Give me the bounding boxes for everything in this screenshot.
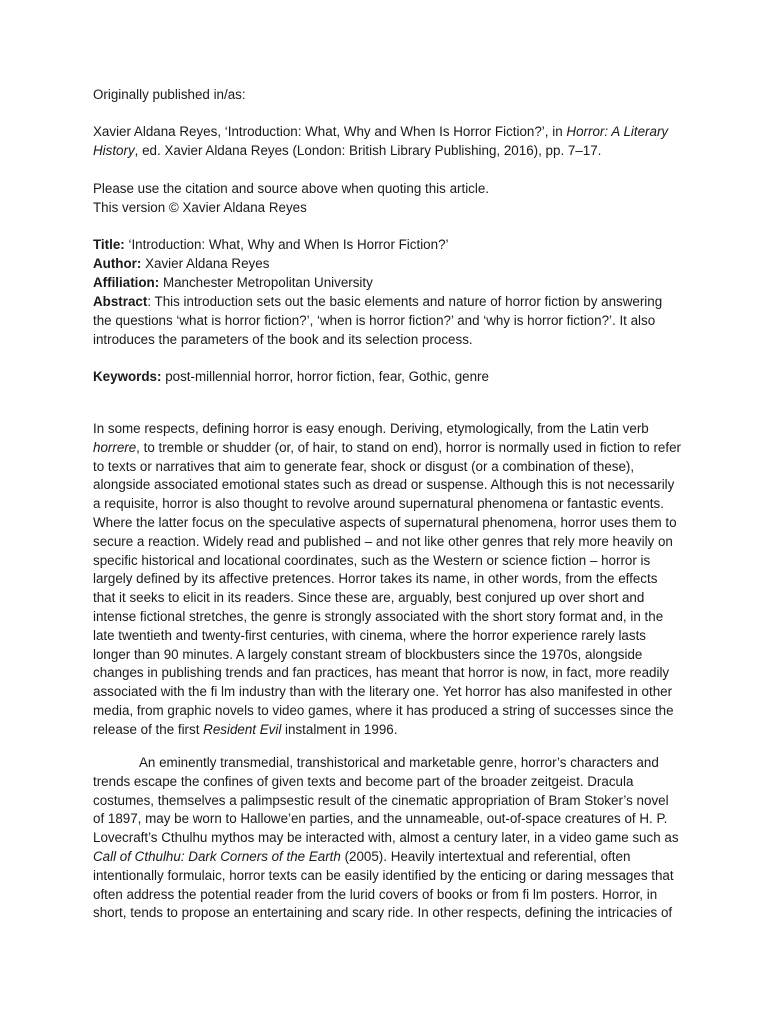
affiliation-label: Affiliation: (93, 275, 160, 290)
citation: Xavier Aldana Reyes, ‘Introduction: What, Why and When Is Horror Fiction?’, in Horror: A Literary History, ed. Xavier Aldana Reyes (London: British Library Publishing, 2016), pp. 7–17. (93, 124, 669, 158)
keywords-label: Keywords: (93, 369, 162, 384)
p2-text-b: (2005). Heavily intertextual and referential, often intentionally formulaic, horror texts can be easily identified by the enticing or daring messages that often address the potential reader from the lurid covers of books or from fi lm posters. Horror, in short, tends to propose an entertaining and scary ride. In other respects, defining the intricacies of (93, 848, 674, 921)
keywords-value: post-millennial horror, horror fiction, fear, Gothic, genre (165, 369, 489, 384)
p2-italic-call-of-cthulhu: Call of Cthulhu: Dark Corners of the Earth (93, 848, 341, 864)
meta-keywords (93, 368, 683, 387)
p1-text-b: , to tremble or shudder (or, of hair, to stand on end), horror is normally used in fiction to refer to texts or narratives that aim to generate fear, shock or disgust (or a combination of these), alongside associated emotional states such as dread or suspense. Although this is not necessarily a requisite, horror is also thought to revolve around supernatural phenomena or fantastic events. Where the latter focus on the speculative aspects of supernatural phenomena, horror uses them to secure a reaction. Widely read and published – and not like other genres that rely more heavily on specific historical and locational coordinates, such as the Western or science fiction – horror is largely defined by its affective pretences. Horror takes its name, in other words, from the effects that it seeks to elicit in its readers. Since these are, arguably, best conjured up over short and intense fictional stretches, the genre is strongly associated with the short story format and, in the late twentieth and twenty-first centuries, with cinema, where the horror experience rarely lasts longer than 90 minutes. A largely constant stream of blockbusters since the 1970s, alongside changes in publishing trends and fan practices, has meant that horror is now, in fact, more readily associated with the fi lm industry than with the literary one. Yet horror has also manifested in other media, from graphic novels to video games, where it has produced a string of successes since the release of the first (93, 439, 681, 737)
author-value: Xavier Aldana Reyes (145, 256, 270, 271)
p1-italic-resident-evil: Resident Evil (203, 721, 282, 737)
meta-abstract (93, 293, 683, 349)
citation-notice: Please use the citation and source above when quoting this article. (93, 181, 490, 196)
meta-author (93, 255, 683, 274)
body-paragraph-2 (93, 754, 683, 923)
title-label: Title: (93, 237, 125, 252)
meta-affiliation (93, 274, 683, 293)
p1-italic-horrere: horrere (93, 439, 137, 455)
p1-text-a: In some respects, defining horror is easy enough. Deriving, etymologically, from the Latin verb (93, 421, 649, 436)
published-label: Originally published in/as: (93, 87, 246, 102)
citation-chapter: ‘Introduction: What, Why and When Is Horror Fiction?’ (224, 124, 545, 139)
citation-author: Xavier Aldana Reyes (93, 124, 218, 139)
p1-text-c: instalment in 1996. (281, 721, 398, 737)
body-paragraph-1 (93, 420, 683, 740)
meta-title (93, 236, 683, 255)
citation-in: in (552, 124, 563, 139)
p2-text-a: An eminently transmedial, transhistorical and marketable genre, horror’s characters and trends escape the confines of given texts and become part of the broader zeitgeist. Dracula costumes, themselves a palimpsestic result of the cinematic appropriation of Bram Stoker’s novel of 1897, may be worn to Hallowe’en parties, and the unnameable, out-of-space creatures of H. P. Lovecraft’s Cthulhu mythos may be interacted with, almost a century later, in a video game such as (93, 755, 679, 846)
author-label: Author: (93, 256, 142, 271)
title-value: ‘Introduction: What, Why and When Is Horror Fiction?’ (128, 237, 449, 252)
abstract-label: Abstract (93, 294, 148, 309)
abstract-value: : This introduction sets out the basic elements and nature of horror fiction by answering the questions ‘what is horror fiction?’, ‘when is horror fiction?’ and ‘why is horror fiction?’. It also introduces the parameters of the book and its selection process. (93, 294, 663, 347)
citation-book: Horror: A Literary History (93, 124, 669, 158)
affiliation-value: Manchester Metropolitan University (162, 275, 373, 290)
copyright-notice: This version © Xavier Aldana Reyes (93, 200, 307, 215)
citation-details: , ed. Xavier Aldana Reyes (London: British Library Publishing, 2016), pp. 7–17. (134, 142, 602, 158)
